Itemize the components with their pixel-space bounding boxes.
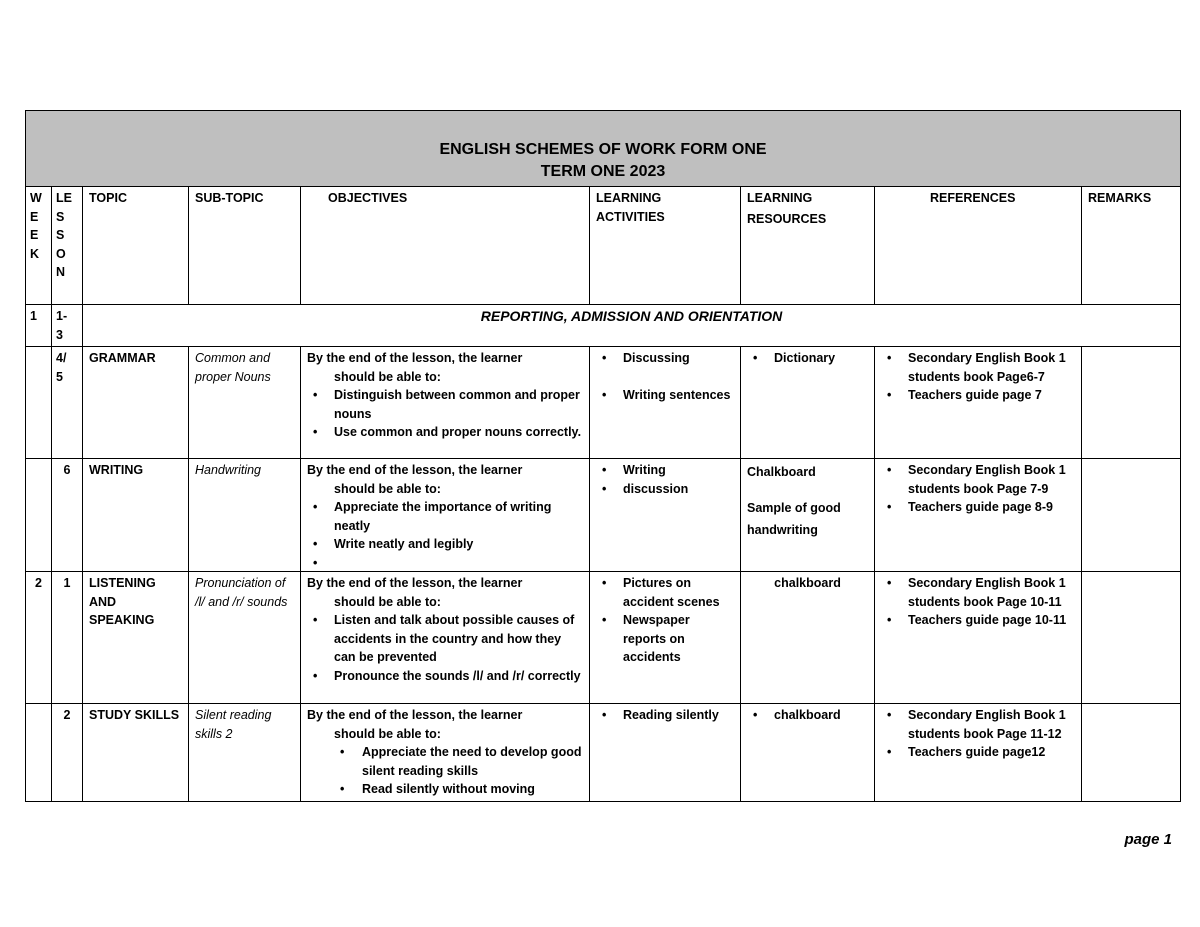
lesson-cell: 1- 3 <box>52 305 83 347</box>
objectives-cell: By the end of the lesson, the learner should be able to: • Listen and talk about possible causes of accidents in the country and how they can be prevented • Pronounce the sounds /l/ and /r/ correctly <box>301 572 590 704</box>
topic-cell: LISTENING AND SPEAKING <box>83 572 189 704</box>
activity-item: • Newspaper reports on accidents <box>596 611 734 667</box>
resources-cell <box>741 704 875 802</box>
table-row <box>26 572 1181 704</box>
table-row <box>26 459 1181 572</box>
title-cell <box>26 111 1181 187</box>
objective-item: • Write neatly and legibly <box>307 535 583 554</box>
subtopic-cell: Common and proper Nouns <box>189 347 301 459</box>
reference-item: • Teachers guide page 7 <box>881 386 1075 405</box>
activity-item: • Discussing <box>596 349 734 368</box>
activity-item: • Reading silently <box>596 706 734 725</box>
activity-item: • Writing sentences <box>596 386 734 405</box>
resources-cell: chalkboard <box>741 572 875 704</box>
reference-item: • Secondary English Book 1 students book Page 7-9 <box>881 461 1075 498</box>
header-activities: LEARNING ACTIVITIES <box>590 187 741 305</box>
page-number: page 1 <box>1124 831 1172 848</box>
header-resources: LEARNING RESOURCES <box>741 187 875 305</box>
objectives-cell: By the end of the lesson, the learner should be able to: • Appreciate the need to develop good silent reading skills • Read silently without moving <box>301 704 590 802</box>
activity-item: • Pictures on accident scenes <box>596 574 734 611</box>
resources-cell <box>741 347 875 459</box>
table-row <box>26 347 1181 459</box>
topic-cell: STUDY SKILLS <box>83 704 189 802</box>
references-cell <box>875 459 1082 572</box>
title-row <box>26 111 1181 187</box>
objective-item: • Appreciate the importance of writing neatly <box>307 498 583 535</box>
header-subtopic: SUB-TOPIC <box>189 187 301 305</box>
lesson-cell: 4/ 5 <box>52 347 83 459</box>
objective-item: • Listen and talk about possible causes of accidents in the country and how they can be prevented <box>307 611 583 667</box>
activities-cell <box>590 347 741 459</box>
lesson-cell: 6 <box>52 459 83 572</box>
header-week: W E E K <box>26 187 52 305</box>
orientation-banner: REPORTING, ADMISSION AND ORIENTATION <box>83 305 1181 347</box>
scheme-of-work-sheet <box>25 110 1180 802</box>
activities-cell <box>590 572 741 704</box>
reference-item: • Secondary English Book 1 students book Page 11-12 <box>881 706 1075 743</box>
activity-item: • Writing <box>596 461 734 480</box>
objective-item: • Pronounce the sounds /l/ and /r/ correctly <box>307 667 583 686</box>
week-cell <box>26 347 52 459</box>
week-cell <box>26 459 52 572</box>
lesson-cell: 2 <box>52 704 83 802</box>
reference-item: • Secondary English Book 1 students book Page 10-11 <box>881 574 1075 611</box>
reference-item: • Teachers guide page 8-9 <box>881 498 1075 517</box>
header-references: REFERENCES <box>875 187 1082 305</box>
resources-cell <box>741 459 875 572</box>
objective-item: • Read silently without moving <box>307 780 583 799</box>
resource-item: Sample of good handwriting <box>747 501 841 537</box>
resource-item: Chalkboard <box>747 465 816 479</box>
references-cell <box>875 347 1082 459</box>
resource-item: • Dictionary <box>747 349 868 368</box>
references-cell <box>875 704 1082 802</box>
scheme-table <box>25 110 1181 802</box>
week-cell: 1 <box>26 305 52 347</box>
remarks-cell <box>1082 572 1181 704</box>
topic-cell: GRAMMAR <box>83 347 189 459</box>
header-lesson: LE S S O N <box>52 187 83 305</box>
objective-item: • Use common and proper nouns correctly. <box>307 423 583 442</box>
objective-item: • Distinguish between common and proper nouns <box>307 386 583 423</box>
subtopic-cell: Silent reading skills 2 <box>189 704 301 802</box>
table-row <box>26 305 1181 347</box>
reference-item: • Secondary English Book 1 students book Page6-7 <box>881 349 1075 386</box>
reference-item: • Teachers guide page12 <box>881 743 1075 762</box>
week-cell: 2 <box>26 572 52 704</box>
references-cell <box>875 572 1082 704</box>
remarks-cell <box>1082 459 1181 572</box>
objectives-cell: By the end of the lesson, the learner should be able to: • Appreciate the importance of writing neatly • Write neatly and legibly <box>301 459 590 572</box>
topic-cell: WRITING <box>83 459 189 572</box>
document-title: ENGLISH SCHEMES OF WORK FORM ONE <box>439 141 767 158</box>
objectives-cell: By the end of the lesson, the learner should be able to: • Distinguish between common and proper nouns • Use common and proper nouns correctly. <box>301 347 590 459</box>
header-remarks: REMARKS <box>1082 187 1181 305</box>
remarks-cell <box>1082 347 1181 459</box>
subtopic-cell: Pronunciation of /l/ and /r/ sounds <box>189 572 301 704</box>
table-row <box>26 704 1181 802</box>
header-row <box>26 187 1181 305</box>
resource-item: • chalkboard <box>747 706 868 725</box>
header-topic: TOPIC <box>83 187 189 305</box>
subtopic-cell: Handwriting <box>189 459 301 572</box>
objective-item: • Appreciate the need to develop good silent reading skills <box>307 743 583 780</box>
week-cell <box>26 704 52 802</box>
activity-item: • discussion <box>596 480 734 499</box>
header-objectives: OBJECTIVES <box>301 187 590 305</box>
reference-item: • Teachers guide page 10-11 <box>881 611 1075 630</box>
activities-cell <box>590 459 741 572</box>
remarks-cell <box>1082 704 1181 802</box>
activities-cell <box>590 704 741 802</box>
document-subtitle: TERM ONE 2023 <box>540 163 666 180</box>
lesson-cell: 1 <box>52 572 83 704</box>
